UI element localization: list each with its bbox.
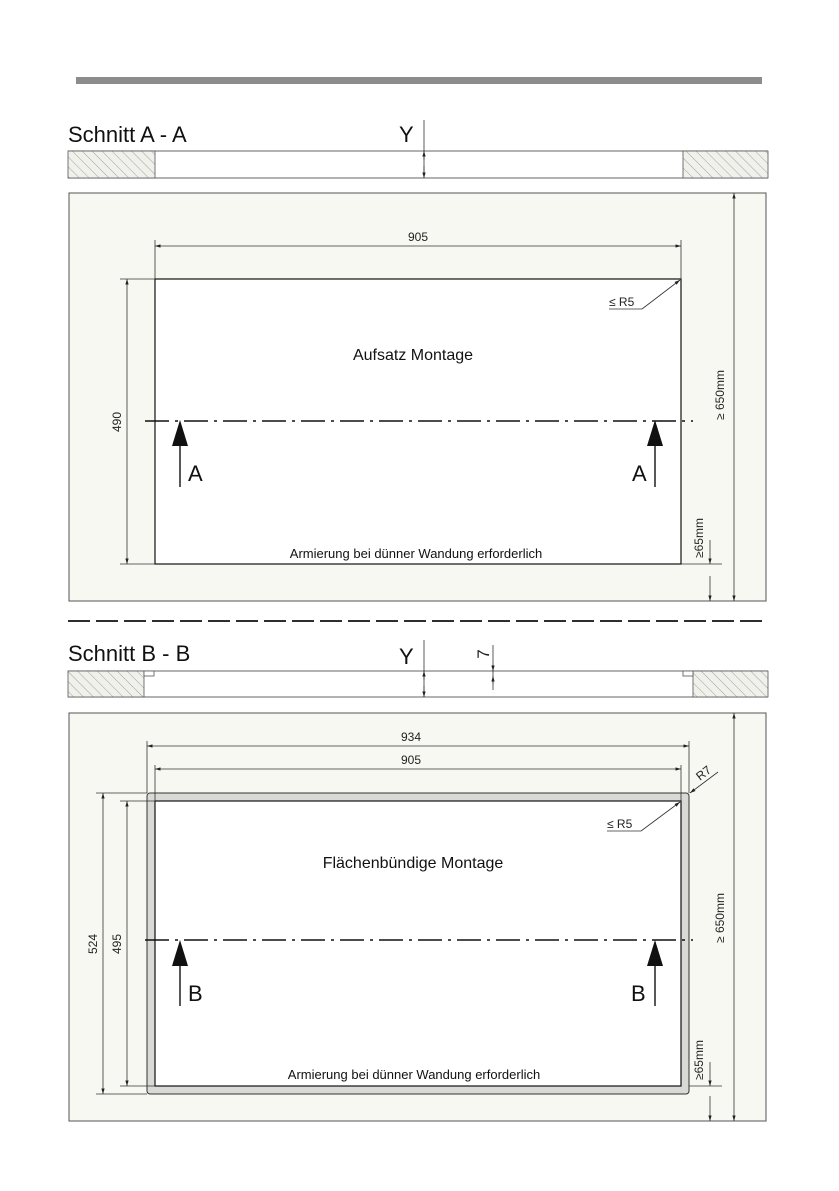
section-a: [68, 120, 768, 601]
section-b-outer-height-label: 524: [86, 933, 100, 955]
section-b-outer-width-label: 934: [400, 730, 422, 744]
section-b-step-label: 7: [474, 649, 493, 659]
section-a-arrow-label-right: A: [632, 461, 647, 486]
section-a-depth-label: ≥ 650mm: [713, 370, 727, 420]
section-a-title: Schnitt A - A: [68, 122, 187, 147]
section-b-title: Schnitt B - B: [68, 641, 191, 666]
section-b-cutout: [155, 801, 681, 1086]
section-a-radius-label: ≤ R5: [609, 295, 635, 309]
header-bar: [76, 77, 762, 84]
section-b-edge-label: ≥65mm: [692, 1040, 706, 1080]
section-a-note: Armierung bei dünner Wandung erforderlich: [289, 546, 543, 561]
section-b-note: Armierung bei dünner Wandung erforderlich: [287, 1067, 541, 1082]
section-b-y-label: Y: [399, 644, 414, 669]
section-a-arrow-label-left: A: [188, 461, 203, 486]
section-b: [68, 640, 768, 1121]
section-b-depth-label: ≥ 650mm: [713, 893, 727, 943]
section-a-edge-label: ≥65mm: [692, 518, 706, 558]
section-b-radius-label: ≤ R5: [607, 817, 633, 831]
section-b-inner-height-label: 495: [110, 933, 124, 955]
section-a-width-label: 905: [407, 230, 429, 244]
section-b-inner-width-label: 905: [400, 753, 422, 767]
section-a-height-label: 490: [110, 411, 124, 433]
section-a-y-label: Y: [399, 122, 414, 147]
section-a-mounting-label: Aufsatz Montage: [352, 347, 474, 364]
section-b-outer-radius-label: R7: [693, 762, 714, 784]
section-b-arrow-label-right: B: [631, 981, 646, 1006]
section-b-arrow-label-left: B: [188, 981, 203, 1006]
section-b-mounting-label: Flächenbündige Montage: [322, 855, 504, 872]
